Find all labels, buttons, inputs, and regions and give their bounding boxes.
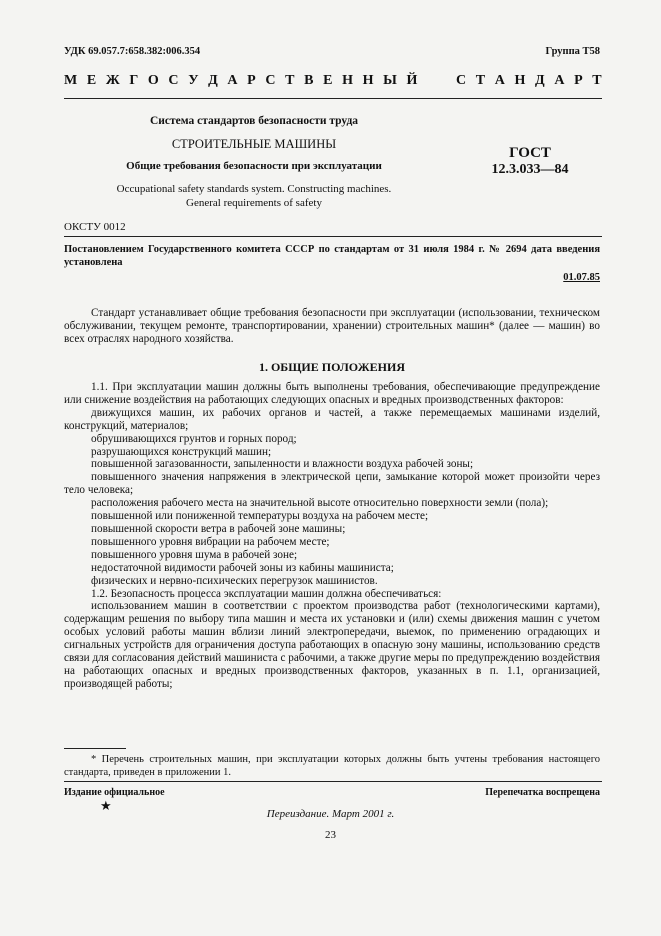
- body-paragraph: разрушающихся конструкций машин;: [91, 445, 272, 458]
- interstate-letter: Й: [406, 73, 418, 88]
- star-icon: ★: [100, 798, 112, 813]
- interstate-standard-banner: [64, 73, 602, 89]
- interstate-letter: С: [265, 73, 276, 88]
- body-paragraph: повышенного уровня вибрации на рабочем месте;: [91, 535, 330, 548]
- interstate-letter: С: [455, 73, 467, 88]
- interstate-letter: У: [188, 73, 199, 88]
- interstate-letter: А: [554, 73, 565, 88]
- english-title-line1: Occupational safety standards system. Constructing machines.: [116, 183, 392, 195]
- body-paragraph: повышенной или пониженной температуры воздуха на рабочем месте;: [91, 510, 429, 523]
- document-subtitle: Общие требования безопасности при эксплуатации: [126, 160, 382, 172]
- reissue-note: Переиздание. Март 2001 г.: [266, 808, 395, 820]
- body-paragraph: повышенной загазованности, запыленности и влажности воздуха рабочей зоны;: [91, 458, 474, 471]
- interstate-letter: С: [168, 73, 179, 88]
- section-1-body: [64, 381, 600, 691]
- interstate-letter: М: [64, 73, 78, 88]
- interstate-letter: Т: [285, 73, 295, 88]
- udk-code: УДК 69.057.7:658.382:006.354: [64, 46, 201, 57]
- system-title: Система стандартов безопасности труда: [149, 115, 359, 127]
- document-title: СТРОИТЕЛЬНЫЕ МАШИНЫ: [171, 137, 337, 151]
- interstate-letter: А: [494, 73, 505, 88]
- no-reprint-label: Перепечатка воспрещена: [485, 787, 600, 798]
- intro-paragraph: [64, 307, 600, 346]
- interstate-letter: Г: [129, 73, 139, 88]
- body-paragraph: расположения рабочего места на значительной высоте относительно поверхности земли (пола);: [91, 497, 549, 510]
- english-title-line2: General requirements of safety: [186, 197, 322, 209]
- body-paragraph: 1.1. При эксплуатации машин должны быть выполнены требования, обеспечивающие предупреждение или снижение воздействия на работающих следующих опасных и вредных производственных факторов:: [64, 381, 600, 406]
- body-paragraph: движущихся машин, их рабочих органов и частей, а также перемещаемых машинами изделий, конструкций, материалов;: [64, 406, 600, 432]
- section-1-heading: 1. ОБЩИЕ ПОЛОЖЕНИЯ: [258, 360, 406, 374]
- page-number: 23: [325, 829, 336, 841]
- body-paragraph: недостаточной видимости рабочей зоны из кабины машиниста;: [91, 561, 394, 574]
- body-paragraph: повышенного значения напряжения в электрической цепи, замыкание которой может произойти через тело человека;: [64, 471, 600, 497]
- interstate-letter: А: [227, 73, 238, 88]
- header-rule: [64, 98, 602, 99]
- body-paragraph: физических и нервно-психических перегрузок машинистов.: [91, 574, 378, 587]
- effective-date: 01.07.85: [563, 272, 600, 283]
- footnote-text: * Перечень строительных машин, при эксплуатации которых должны быть учтены требования настоящего стандарта, приведен в приложении 1.: [64, 754, 600, 778]
- interstate-letter: Е: [323, 73, 333, 88]
- interstate-letter: Р: [574, 73, 583, 88]
- interstate-letter: Д: [535, 73, 545, 88]
- group-code: Группа Т58: [545, 46, 600, 57]
- gost-label: ГОСТ: [509, 145, 551, 161]
- body-paragraph: обрушивающихся грунтов и горных пород;: [91, 432, 297, 445]
- gost-number: 12.3.033—84: [491, 162, 569, 177]
- decree-text: Постановлением Государственного комитета СССР по стандартам от 31 июля 1984 г. № 2694 дата введения установлена: [64, 244, 600, 268]
- official-edition-label: Издание официальное: [64, 787, 165, 798]
- footer-rule: [64, 781, 602, 782]
- interstate-letter: Ж: [105, 73, 120, 88]
- body-paragraph: использованием машин в соответствии с проектом производства работ (технологическими картами), содержащим решения по выбору типа машин и места их установки и (или) схемы движения машин с учетом особых условий работы машин вблизи линий электропередачи, выемок, по применению оградающих и сигнальных устройств для ограничения доступа работающих в опасную зону машины, использованию средств связи для согласования действий машиниста с рабочими, а также другие меры по предупреждению воздействия на работающих опасных и вредных производственных факторов, указанных в п. 1.1, организацией, производящей работы;: [64, 600, 600, 690]
- interstate-letter: О: [147, 73, 159, 88]
- interstate-letter: Т: [592, 73, 602, 88]
- interstate-letter: Д: [208, 73, 218, 88]
- interstate-letter: Е: [86, 73, 97, 88]
- interstate-letter: Н: [342, 73, 353, 88]
- interstate-letter: В: [304, 73, 314, 88]
- interstate-letter: Р: [247, 73, 256, 88]
- intro-text: Стандарт устанавливает общие требования безопасности при эксплуатации (использовании, техническом обслуживании, текущем ремонте, транспортировании, хранении) строительных машин* (далее — машин) во всех отраслях народного хозяйства.: [64, 307, 600, 345]
- okstu-code: ОКСТУ 0012: [64, 221, 126, 233]
- body-paragraph: повышенной скорости ветра в рабочей зоне машины;: [91, 522, 346, 535]
- interstate-letter: Н: [514, 73, 526, 88]
- interstate-letter: Т: [475, 73, 486, 88]
- interstate-letter: Ы: [383, 73, 397, 88]
- interstate-letter: Н: [362, 73, 374, 88]
- body-paragraph: 1.2. Безопасность процесса эксплуатации машин должна обеспечиваться:: [91, 587, 442, 600]
- okstu-rule: [64, 236, 602, 237]
- footnote-rule: [64, 748, 126, 749]
- body-paragraph: повышенного уровня шума в рабочей зоне;: [91, 548, 298, 561]
